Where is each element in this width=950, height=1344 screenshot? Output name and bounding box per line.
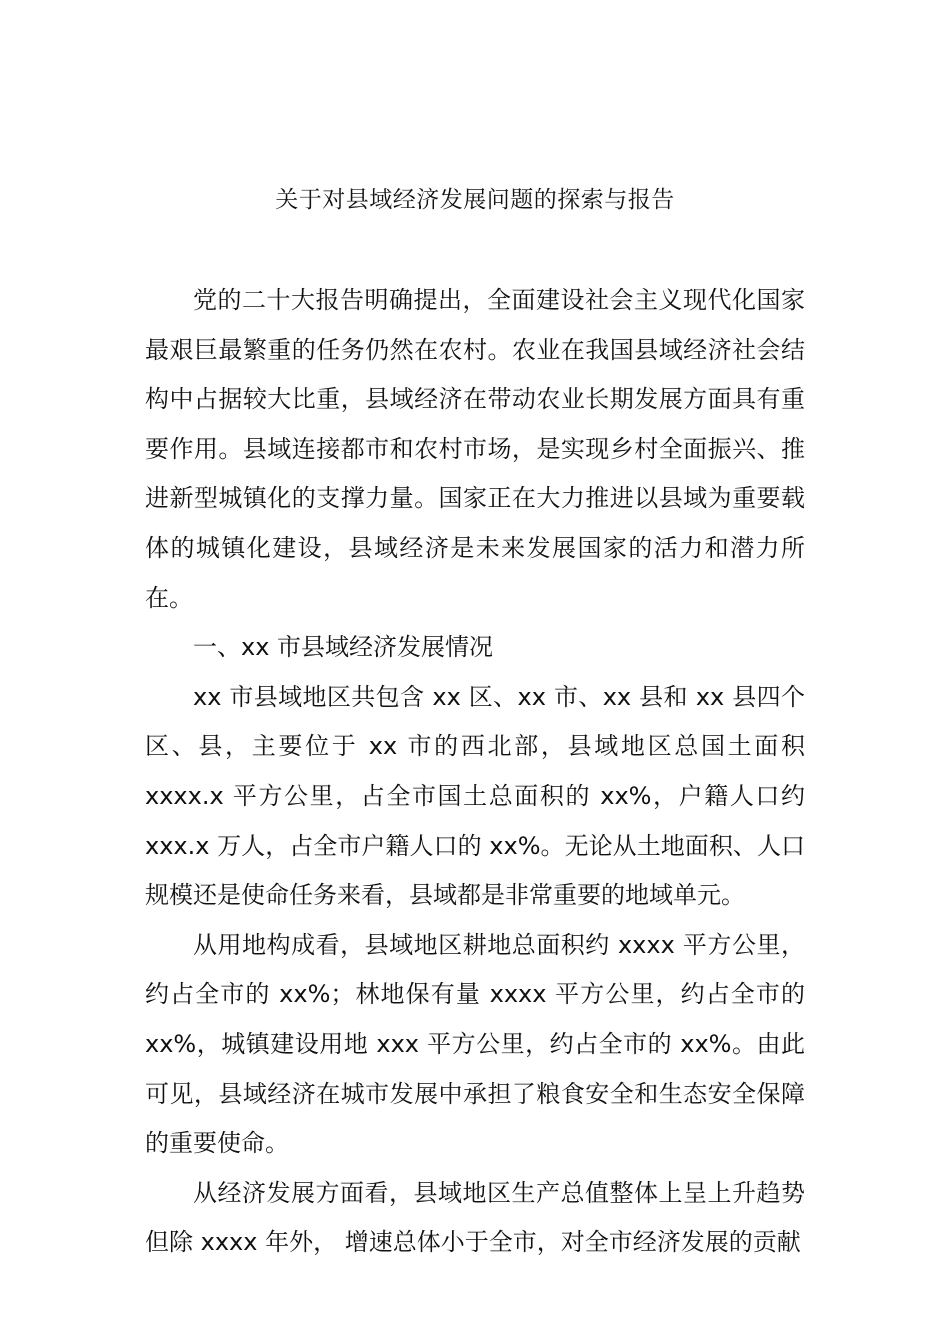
section-heading-1: 一、xx 市县域经济发展情况 (193, 633, 494, 662)
document-body (145, 276, 805, 1268)
paragraph-intro: 党的二十大报告明确提出，全面建设社会主义现代化国家最艰巨最繁重的任务仍然在农村。农业在我国县域经济社会结构中占据较大比重，县域经济在带动农业长期发展方面具有重要作用。县域连接都市和农村市场，是实现乡村全面振兴、推进新型城镇化的支撑力量。国家正在大力推进以县域为重要载体的城镇化建设，县域经济是未来发展国家的活力和潜力所在。 (145, 286, 805, 612)
paragraph-economy: 从经济发展方面看，县域地区生产总值整体上呈上升趋势但除 xxxx 年外， 增速总体小于全市，对全市经济发展的贡献 (145, 1178, 805, 1257)
paragraph-overview: xx 市县域地区共包含 xx 区、xx 市、xx 县和 xx 县四个区、县，主要位于 xx 市的西北部，县域地区总国土面积 xxxx.x 平方公里，占全市国土总面积的 xx%，户籍人口约 xxx.x 万人，占全市户籍人口的 xx%。无论从土地面积、人口规模还是使命任务来看，县域都是非常重要的地域单元。 (145, 682, 805, 910)
document-title: 关于对县域经济发展问题的探索与报告 (275, 187, 675, 213)
paragraph-land-use: 从用地构成看，县域地区耕地总面积约 xxxx 平方公里，约占全市的 xx%；林地保有量 xxxx 平方公里，约占全市的 xx%，城镇建设用地 xxx 平方公里，约占全市的 xx%。由此可见，县域经济在城市发展中承担了粮食安全和生态安全保障的重要使命。 (145, 930, 805, 1158)
